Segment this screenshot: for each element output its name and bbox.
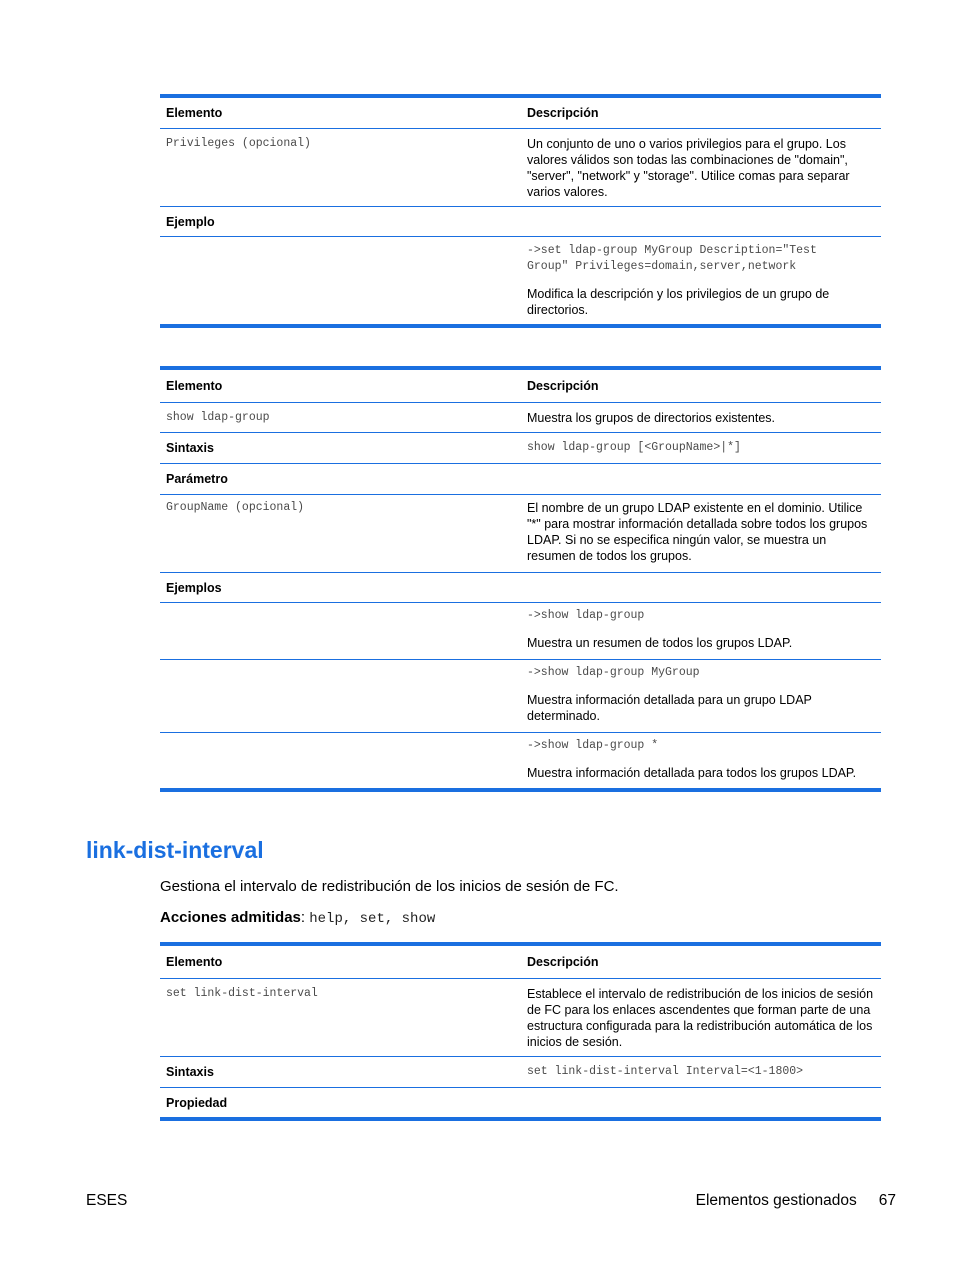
- example-code: ->show ldap-group: [527, 609, 645, 622]
- actions-separator: :: [300, 909, 310, 926]
- command-code: show ldap-group: [166, 410, 270, 424]
- table-row: [160, 732, 881, 788]
- element-description: Un conjunto de uno o varios privilegios para el grupo. Los valores válidos son todas las combinaciones de "domain", "server", "network" y "storage". Utilice comas para separar varios valores.: [527, 137, 850, 199]
- example-code: ->set ldap-group MyGroup Description="Test: [527, 244, 817, 257]
- col-header-descripcion: Descripción: [527, 106, 599, 120]
- table-privileges: [160, 94, 881, 328]
- table-row: [160, 236, 881, 324]
- example-code: ->show ldap-group *: [527, 739, 659, 752]
- table-row: [160, 402, 881, 432]
- col-header-elemento: Elemento: [166, 955, 223, 969]
- sintaxis-code: show ldap-group [<GroupName>|*]: [527, 441, 741, 454]
- command-code: set link-dist-interval: [166, 987, 318, 1000]
- page-number: 67: [878, 1192, 896, 1209]
- actions-label: Acciones admitidas: [160, 909, 301, 926]
- table-header-row: [160, 98, 881, 128]
- table-row: [160, 494, 881, 572]
- col-header-elemento: Elemento: [166, 379, 223, 393]
- example-description: Modifica la descripción y los privilegios de un grupo de directorios.: [527, 287, 830, 317]
- example-description: Muestra información detallada para un grupo LDAP determinado.: [527, 693, 812, 723]
- footer-language: ESES: [86, 1192, 128, 1209]
- col-header-descripcion: Descripción: [527, 379, 599, 393]
- sintaxis-label: Sintaxis: [166, 1065, 214, 1079]
- table-row: [160, 659, 881, 732]
- section-title: link-dist-interval: [86, 837, 264, 863]
- sintaxis-code: set link-dist-interval Interval=<1-1800>: [527, 1065, 804, 1078]
- table-row: [160, 128, 881, 206]
- table-show-ldap-group: [160, 366, 881, 792]
- ejemplos-label: Ejemplos: [166, 580, 222, 595]
- example-description: Muestra un resumen de todos los grupos LDAP.: [527, 636, 793, 650]
- command-description: Muestra los grupos de directorios existentes.: [527, 410, 776, 425]
- col-header-elemento: Elemento: [166, 106, 223, 120]
- command-description: Establece el intervalo de redistribución de los inicios de sesión de FC para los enlaces ascendentes que forman parte de una estructura configurada para la redistribución automática de los inicios de sesión.: [527, 987, 874, 1049]
- ejemplo-label: Ejemplo: [166, 214, 215, 229]
- table-row: [160, 1087, 881, 1117]
- example-code: Group" Privileges=domain,server,network: [527, 260, 797, 273]
- propiedad-label: Propiedad: [166, 1095, 228, 1110]
- footer-page-info: [696, 1192, 896, 1210]
- supported-actions: [160, 909, 435, 927]
- section-intro: Gestiona el intervalo de redistribución de los inicios de sesión de FC.: [160, 878, 619, 895]
- element-code: Privileges (opcional): [166, 137, 311, 150]
- table-row: [160, 1056, 881, 1087]
- table-header-row: [160, 370, 881, 402]
- example-description: Muestra información detallada para todos los grupos LDAP.: [527, 766, 857, 780]
- example-code: ->show ldap-group MyGroup: [527, 666, 700, 679]
- sintaxis-label: Sintaxis: [166, 441, 214, 455]
- table-row: [160, 602, 881, 659]
- actions-values: help, set, show: [309, 911, 436, 927]
- footer-section-name: Elementos gestionados: [695, 1192, 857, 1209]
- table-row: [160, 978, 881, 1056]
- table-row: [160, 463, 881, 494]
- param-code: GroupName (opcional): [166, 501, 305, 514]
- table-row: [160, 432, 881, 463]
- table-link-dist-interval: [160, 942, 881, 1121]
- col-header-descripcion: Descripción: [527, 955, 599, 969]
- parametro-label: Parámetro: [166, 472, 228, 486]
- table-header-row: [160, 946, 881, 978]
- param-description: El nombre de un grupo LDAP existente en el dominio. Utilice "*" para mostrar información detallada sobre todos los grupos LDAP. Si no se especifica ningún valor, se muestra un resumen de todos los grupos.: [527, 501, 868, 563]
- table-row: [160, 572, 881, 602]
- table-row: [160, 206, 881, 236]
